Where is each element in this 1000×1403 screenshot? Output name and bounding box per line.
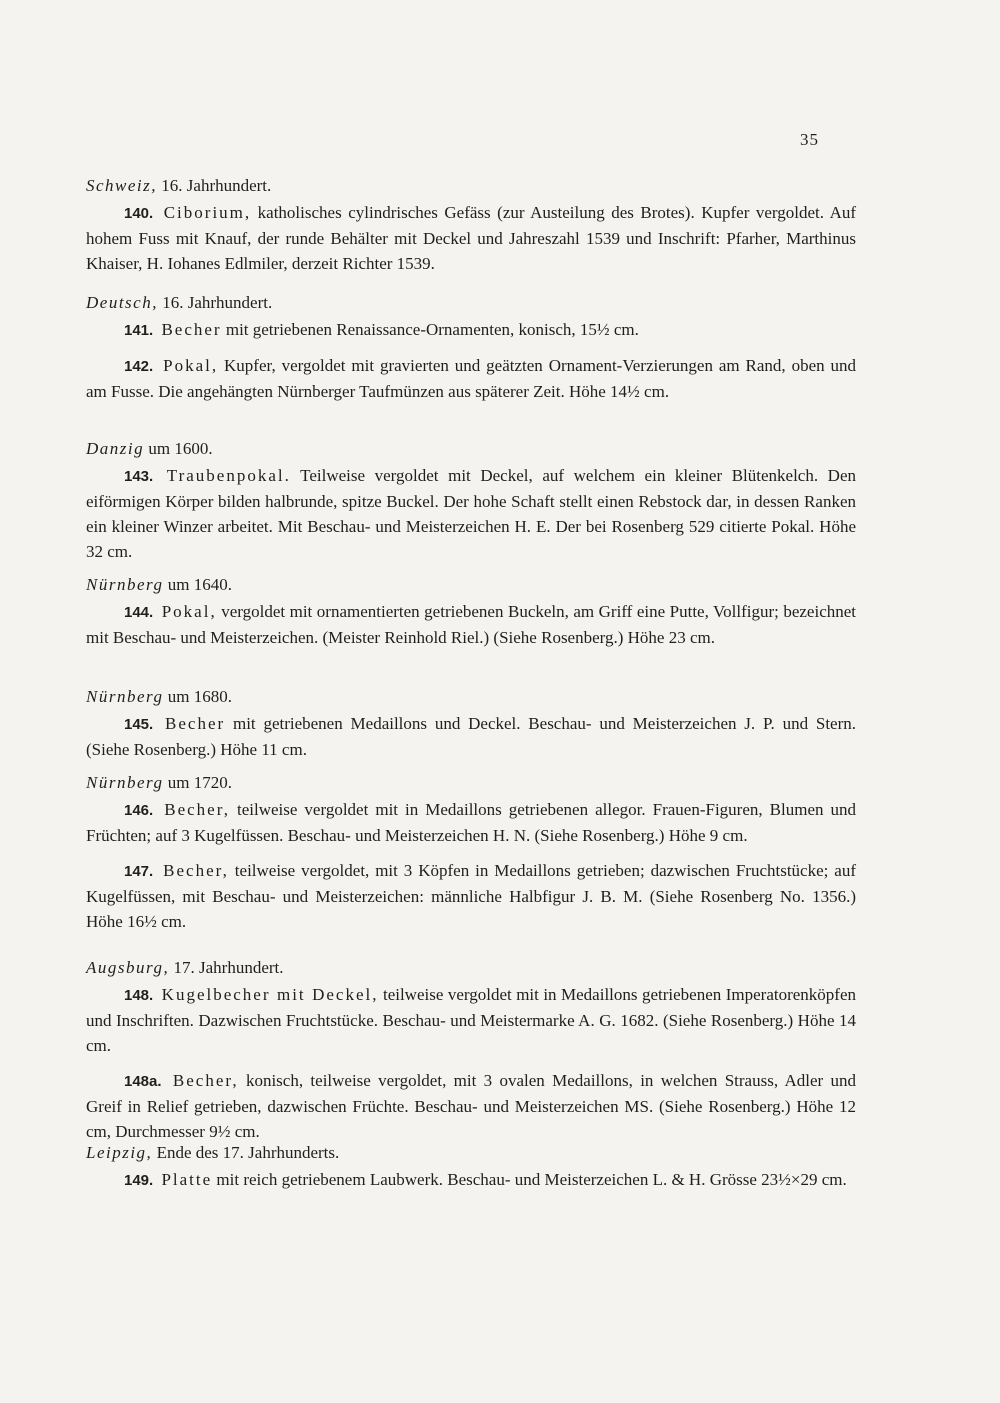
entry-keyword: Pokal, <box>161 602 217 621</box>
entry-number: 148. <box>124 987 154 1004</box>
entry-keyword: Pokal, <box>163 356 219 375</box>
entry-number: 146. <box>124 802 154 819</box>
entry-number: 143. <box>124 468 154 485</box>
catalog-entry <box>86 599 856 650</box>
origin-place: Danzig <box>86 439 145 458</box>
origin-place: Leipzig, <box>86 1143 153 1162</box>
entry-number: 144. <box>124 604 154 621</box>
catalog-section <box>86 436 856 574</box>
catalog-entry <box>86 797 856 848</box>
catalog-section <box>86 173 856 286</box>
catalog-section <box>86 572 856 660</box>
entry-description: teilweise vergoldet, mit 3 Köpfen in Medaillons getrieben; dazwischen Fruchtstücke; auf Kugelfüssen, mit Beschau- und Meisterzeichen: männliche Halbfigur J. B. M. (Siehe Rosenberg No. 1356.) Höhe 16½ cm. <box>86 861 857 931</box>
entry-description: Kupfer, vergoldet mit gravierten und geätzten Ornament-Verzierungen am Rand, oben und am Fusse. Die angehängten Nürnberger Taufmünzen aus späterer Zeit. Höhe 14½ cm. <box>86 356 857 401</box>
section-heading <box>86 173 856 198</box>
origin-period: um 1680. <box>167 687 232 706</box>
entry-description: konisch, teilweise vergoldet, mit 3 ovalen Medaillons, in welchen Strauss, Adler und Greif in Relief getrieben, dazwischen Früchte. Beschau- und Meisterzeichen MS. (Siehe Rosenberg.) Höhe 12 cm, Durchmesser 9½ cm. <box>86 1071 857 1141</box>
entry-keyword: Traubenpokal. <box>166 466 291 485</box>
catalog-section <box>86 684 856 772</box>
entry-keyword: Becher, <box>163 861 229 880</box>
entry-number: 147. <box>124 863 154 880</box>
entry-number: 145. <box>124 716 154 733</box>
entry-description: mit reich getriebenem Laubwerk. Beschau- und Meisterzeichen L. & H. Grösse 23½×29 cm. <box>216 1170 847 1189</box>
origin-period: 16. Jahrhundert. <box>161 176 272 195</box>
origin-period: 16. Jahrhundert. <box>162 293 273 312</box>
catalog-entry <box>86 711 856 762</box>
section-heading <box>86 290 856 315</box>
entry-description: Teilweise vergoldet mit Deckel, auf welchem ein kleiner Blütenkelch. Den eiförmigen Körper bilden halbrunde, spitze Buckel. Der hohe Schaft stellt einen Rebstock dar, in dessen Ranken ein kleiner Winzer arbeitet. Mit Beschau- und Meisterzeichen H. E. Der bei Rosenberg 529 citierte Pokal. Höhe 32 cm. <box>86 466 856 561</box>
section-heading <box>86 684 856 709</box>
entry-description: vergoldet mit ornamentierten getriebenen Buckeln, am Griff eine Putte, Vollfigur; bezeichnet mit Beschau- und Meisterzeichen. (Meister Reinhold Riel.) (Siehe Rosenberg.) Höhe 23 cm. <box>86 602 857 647</box>
catalog-entry <box>86 982 856 1058</box>
origin-period: um 1600. <box>148 439 213 458</box>
catalog-section <box>86 770 856 944</box>
entry-description: mit getriebenen Medaillons und Deckel. Beschau- und Meisterzeichen J. P. und Stern. (Siehe Rosenberg.) Höhe 11 cm. <box>86 714 857 759</box>
section-heading <box>86 1140 856 1165</box>
entry-keyword: Becher <box>165 714 226 733</box>
entry-keyword: Platte <box>161 1170 213 1189</box>
section-heading <box>86 436 856 461</box>
origin-place: Nürnberg <box>86 687 164 706</box>
entry-description: katholisches cylindrisches Gefäss (zur Austeilung des Brotes). Kupfer vergoldet. Auf hohem Fuss mit Knauf, der runde Behälter mit Deckel und Jahreszahl 1539 und Inschrift: Pfarher, Marthinus Khaiser, H. Iohanes Edlmiler, derzeit Richter 1539. <box>86 203 857 273</box>
entry-number: 142. <box>124 358 154 375</box>
section-heading <box>86 572 856 597</box>
catalog-entry <box>86 200 856 276</box>
entry-keyword: Ciborium, <box>163 203 252 222</box>
entry-description: teilweise vergoldet mit in Medaillons getriebenen Imperatorenköpfen und Inschriften. Dazwischen Fruchtstücke. Beschau- und Meistermarke A. G. 1682. (Siehe Rosenberg.) Höhe 14 cm. <box>86 985 857 1055</box>
origin-place: Nürnberg <box>86 773 164 792</box>
entry-number: 140. <box>124 205 154 222</box>
entry-keyword: Becher, <box>172 1071 239 1090</box>
origin-period: Ende des 17. Jahrhunderts. <box>156 1143 340 1162</box>
catalog-entry <box>86 317 856 343</box>
entry-description: teilweise vergoldet mit in Medaillons getriebenen allegor. Frauen-Figuren, Blumen und Früchten; auf 3 Kugelfüssen. Beschau- und Meisterzeichen H. N. (Siehe Rosenberg.) Höhe 9 cm. <box>86 800 857 845</box>
entry-keyword: Becher, <box>164 800 230 819</box>
section-heading <box>86 955 856 980</box>
catalog-entry <box>86 1068 856 1144</box>
catalog-entry <box>86 858 856 934</box>
origin-period: 17. Jahrhundert. <box>173 958 284 977</box>
origin-place: Schweiz, <box>86 176 158 195</box>
entry-description: mit getriebenen Renaissance-Ornamenten, konisch, 15½ cm. <box>225 320 639 339</box>
catalog-section <box>86 1140 856 1203</box>
entry-keyword: Becher <box>161 320 222 339</box>
entry-keyword: Kugelbecher mit Deckel, <box>161 985 379 1004</box>
catalog-entry <box>86 353 856 404</box>
page-number: 35 <box>800 130 819 149</box>
origin-place: Augsburg, <box>86 958 170 977</box>
origin-place: Nürnberg <box>86 575 164 594</box>
section-heading <box>86 770 856 795</box>
origin-place: Deutsch, <box>86 293 158 312</box>
entry-number: 148a. <box>124 1073 162 1090</box>
catalog-entry <box>86 1167 856 1193</box>
catalog-section <box>86 955 856 1154</box>
entry-number: 149. <box>124 1172 154 1189</box>
catalog-entry <box>86 463 856 564</box>
catalog-section <box>86 290 856 414</box>
origin-period: um 1640. <box>167 575 232 594</box>
origin-period: um 1720. <box>167 773 232 792</box>
entry-number: 141. <box>124 322 154 339</box>
